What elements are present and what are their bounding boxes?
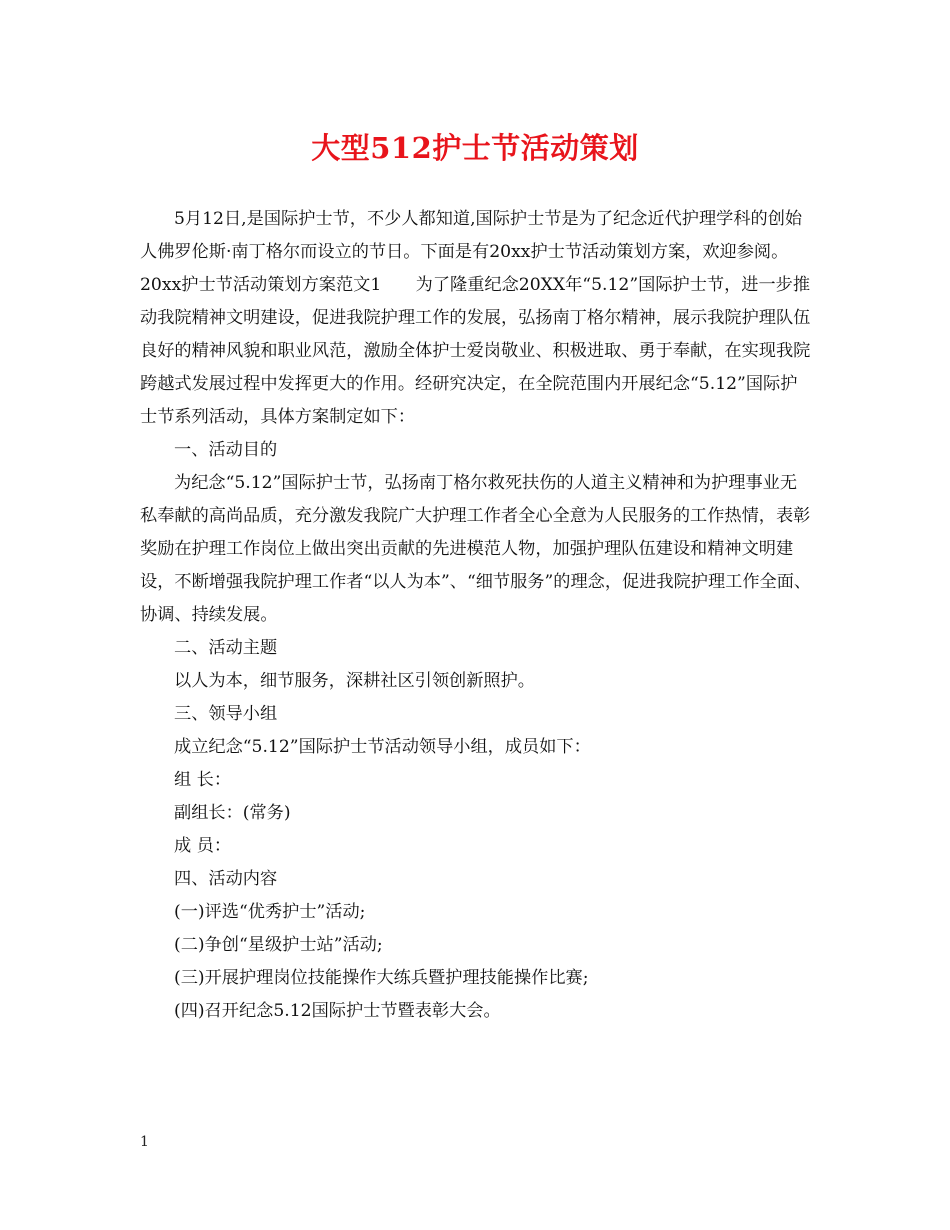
section-heading-content: 四、活动内容 xyxy=(174,869,278,889)
content-item-1: (一)评选“优秀护士”活动; xyxy=(174,902,366,922)
leader-line: 组 长： xyxy=(174,770,232,790)
vice-leader-line: 副组长：(常务) xyxy=(174,803,291,823)
plan-intro-paragraph: 20xx护士节活动策划方案范文1 为了隆重纪念20XX年“5.12”国际护士节，进一步推动我院精神文明建设，促进我院护理工作的发展，弘扬南丁格尔精神，展示我院护理队伍良好的精神风貌和职业风范，激励全体护士爱岗敬业、积极进取、勇于奉献，在实现我院跨越式发展过程中发挥更大的作用。经研究决定，在全院范围内开展纪念“5.12”国际护士节系列活动，具体方案制定如下： xyxy=(140,275,811,427)
page-number: 1 xyxy=(140,1134,149,1150)
document-title: 大型512护士节活动策划 xyxy=(311,131,639,165)
content-item-4: (四)召开纪念5.12国际护士节暨表彰大会。 xyxy=(174,1001,501,1021)
document-body xyxy=(140,203,812,1028)
leadership-paragraph: 成立纪念“5.12”国际护士节活动领导小组，成员如下： xyxy=(174,737,591,757)
purpose-paragraph: 为纪念“5.12”国际护士节，弘扬南丁格尔救死扶伤的人道主义精神和为护理事业无私奉献的高尚品质，充分激发我院广大护理工作者全心全意为人民服务的工作热情，表彰奖励在护理工作岗位上做出突出贡献的先进模范人物，加强护理队伍建设和精神文明建设，不断增强我院护理工作者“以人为本”、“细节服务”的理念，促进我院护理工作全面、协调、持续发展。 xyxy=(140,473,812,625)
content-item-2: (二)争创“星级护士站”活动; xyxy=(174,935,383,955)
section-heading-theme: 二、活动主题 xyxy=(174,638,278,658)
theme-paragraph: 以人为本，细节服务，深耕社区引领创新照护。 xyxy=(174,671,535,691)
members-line: 成 员： xyxy=(174,836,232,856)
content-item-3: (三)开展护理岗位技能操作大练兵暨护理技能操作比赛; xyxy=(174,968,589,988)
section-heading-leadership: 三、领导小组 xyxy=(174,704,278,724)
section-heading-purpose: 一、活动目的 xyxy=(174,440,278,460)
intro-paragraph: 5月12日,是国际护士节，不少人都知道,国际护士节是为了纪念近代护理学科的创始人佛罗伦斯·南丁格尔而设立的节日。下面是有20xx护士节活动策划方案，欢迎参阅。 xyxy=(140,209,803,262)
